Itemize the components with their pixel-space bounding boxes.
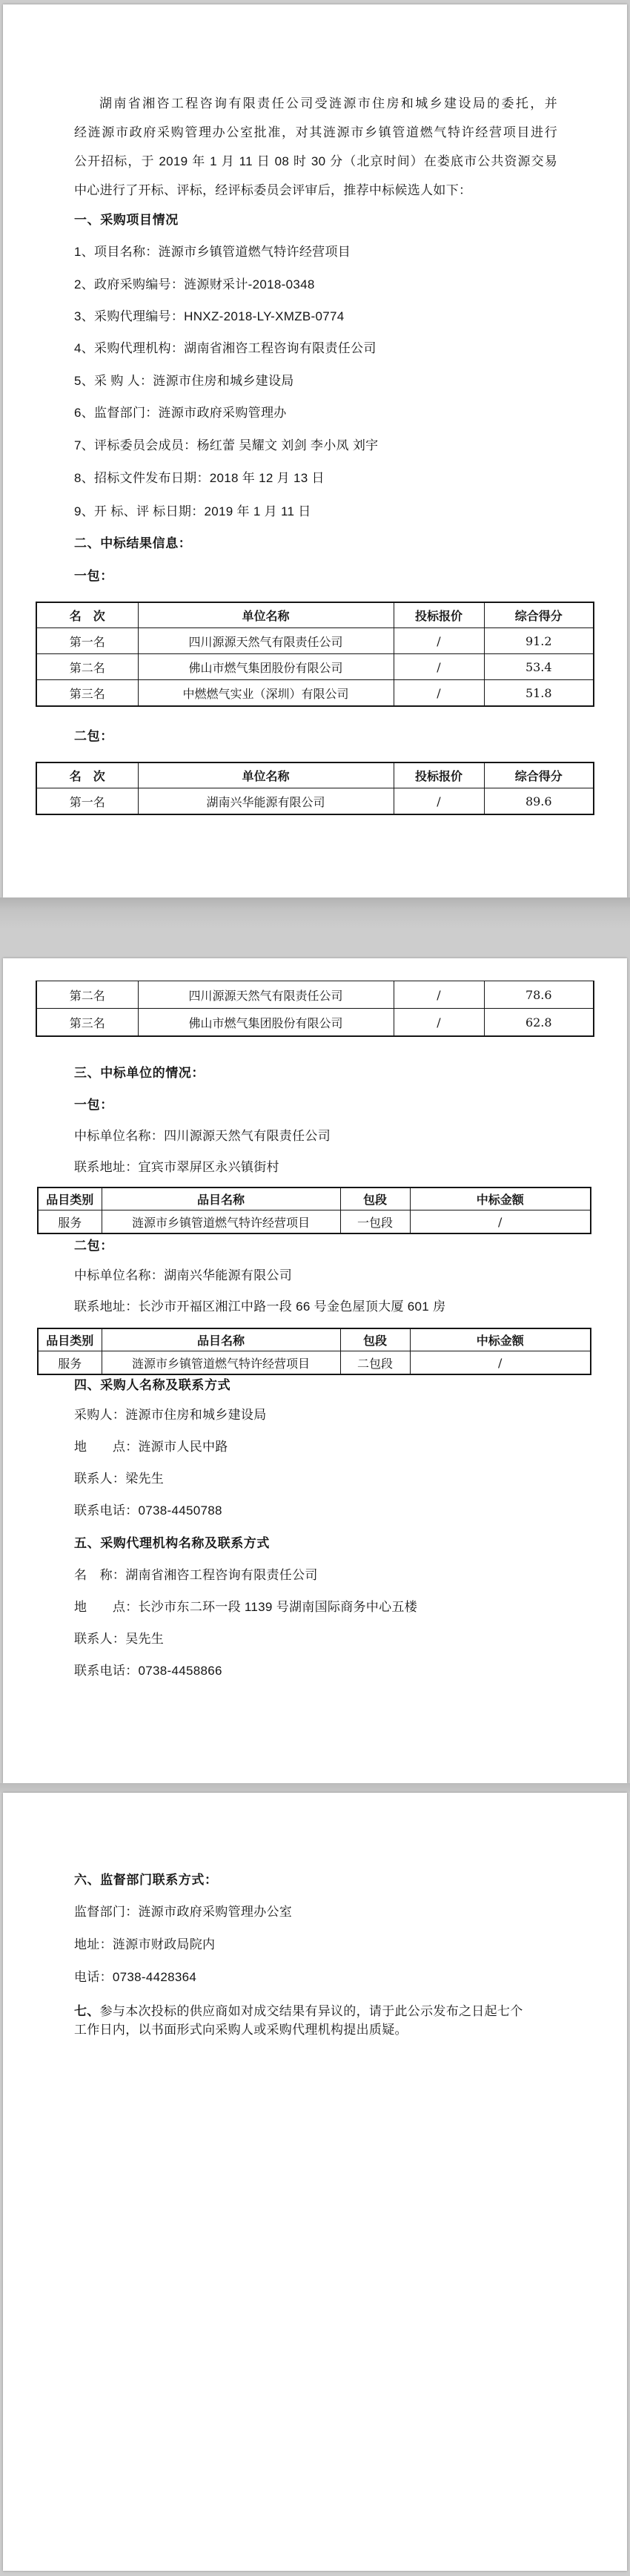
winner-2-address: 联系地址：长沙市开福区湘江中路一段 66 号金色屋顶大厦 601 房 <box>74 1299 446 1314</box>
table-row: 第三名 中燃燃气实业（深圳）有限公司 / 51.8 <box>36 680 594 707</box>
section-5-heading: 五、采购代理机构名称及联系方式 <box>74 1536 270 1550</box>
section-7-line-2: 工作日内，以书面形式向采购人或采购代理机构提出质疑。 <box>74 2023 408 2037</box>
intro-line: 公开招标，于 2019 年 1 月 11 日 08 时 30 分（北京时间）在娄底市公共资源交易 <box>74 154 557 168</box>
col-bid-price: 投标报价 <box>394 762 484 788</box>
table-row: 第二名 四川源源天然气有限责任公司 / 78.6 <box>36 981 594 1009</box>
supervisor-dept-line: 监督部门：涟源市政府采购管理办公室 <box>74 1905 293 1919</box>
col-score: 综合得分 <box>484 602 594 628</box>
package-2-label: 二包： <box>74 1239 113 1253</box>
agency-name-line: 名 称：湖南省湘咨工程咨询有限责任公司 <box>74 1568 318 1582</box>
col-award-amount: 中标金额 <box>410 1328 591 1351</box>
buyer-name: 5、采 购 人：涟源市住房和城乡建设局 <box>74 374 294 388</box>
agency-contact-line: 联系人：吴先生 <box>74 1632 165 1646</box>
col-company: 单位名称 <box>138 762 394 788</box>
supervisor-phone-line: 电话：0738-4428364 <box>74 1970 197 1984</box>
agency-phone-line: 联系电话：0738-4458866 <box>74 1664 222 1678</box>
table-row: 第二名 佛山市燃气集团股份有限公司 / 53.4 <box>36 654 594 680</box>
buyer-contact-line: 联系人：梁先生 <box>74 1472 165 1486</box>
winner-2-name: 中标单位名称：湖南兴华能源有限公司 <box>74 1268 293 1282</box>
table-row: 服务 涟源市乡镇管道燃气特许经营项目 一包段 / <box>38 1210 591 1234</box>
table-header-row <box>36 602 594 628</box>
col-item-category: 品目类别 <box>38 1328 102 1351</box>
table-header-row <box>38 1328 591 1351</box>
gov-procurement-no: 2、政府采购编号：涟源财采计-2018-0348 <box>74 277 315 291</box>
section-7-prefix: 七、 <box>74 2004 100 2018</box>
table-row: 第一名 湖南兴华能源有限公司 / 89.6 <box>36 788 594 815</box>
intro-line: 湖南省湘咨工程咨询有限责任公司受涟源市住房和城乡建设局的委托，并 <box>99 96 557 111</box>
section-7-text: 参与本次投标的供应商如对成交结果有异议的，请于此公示发布之日起七个 <box>99 2004 523 2018</box>
buyer-location-line: 地 点：涟源市人民中路 <box>74 1440 228 1454</box>
committee-members: 7、评标委员会成员：杨红蕾 吴耀文 刘剑 李小凤 刘宇 <box>74 438 379 452</box>
table-header-row <box>36 762 594 788</box>
col-package: 包段 <box>340 1328 410 1351</box>
section-3-heading: 三、中标单位的情况： <box>74 1066 205 1080</box>
buyer-name-line: 采购人：涟源市住房和城乡建设局 <box>74 1408 267 1422</box>
section-1-heading: 一、采购项目情况 <box>74 213 179 227</box>
col-item-name: 品目名称 <box>102 1187 340 1210</box>
table-row: 第三名 佛山市燃气集团股份有限公司 / 62.8 <box>36 1009 594 1037</box>
page-gap <box>0 1783 630 1793</box>
table-row: 第一名 四川源源天然气有限责任公司 / 91.2 <box>36 628 594 654</box>
section-7-line-1 <box>74 2003 523 2020</box>
col-item-category: 品目类别 <box>38 1187 102 1210</box>
col-rank: 名 次 <box>36 762 138 788</box>
tender-publish-date: 8、招标文件发布日期：2018 年 12 月 13 日 <box>74 471 325 485</box>
intro-line: 中心进行了开标、评标，经评标委员会评审后，推荐中标候选人如下： <box>74 183 472 197</box>
intro-line: 经涟源市政府采购管理办公室批准，对其涟源市乡镇管道燃气特许经营项目进行 <box>74 125 557 139</box>
table-row: 服务 涟源市乡镇管道燃气特许经营项目 二包段 / <box>38 1351 591 1375</box>
page-gap <box>0 897 630 958</box>
col-package: 包段 <box>340 1187 410 1210</box>
col-company: 单位名称 <box>138 602 394 628</box>
package-1-label: 一包： <box>74 1098 113 1112</box>
bid-opening-date: 9、开 标、评 标日期：2019 年 1 月 11 日 <box>74 504 311 518</box>
item-table-package1 <box>37 1187 591 1234</box>
agency-name: 4、采购代理机构：湖南省湘咨工程咨询有限责任公司 <box>74 341 377 355</box>
supervisor-dept: 6、监督部门：涟源市政府采购管理办 <box>74 406 287 420</box>
col-rank: 名 次 <box>36 602 138 628</box>
section-4-heading: 四、采购人名称及联系方式 <box>74 1378 231 1392</box>
winner-1-name: 中标单位名称：四川源源天然气有限责任公司 <box>74 1129 331 1143</box>
page-1 <box>3 4 627 897</box>
item-table-package2 <box>37 1328 591 1375</box>
result-table-package2-continued <box>36 981 594 1037</box>
table-header-row <box>38 1187 591 1210</box>
agency-no: 3、采购代理编号：HNXZ-2018-LY-XMZB-0774 <box>74 309 345 323</box>
project-name: 1、项目名称：涟源市乡镇管道燃气特许经营项目 <box>74 245 351 259</box>
col-award-amount: 中标金额 <box>410 1187 591 1210</box>
col-bid-price: 投标报价 <box>394 602 484 628</box>
package-2-label: 二包： <box>74 729 113 743</box>
package-1-label: 一包： <box>74 569 113 583</box>
winner-1-address: 联系地址：宜宾市翠屏区永兴镇街村 <box>74 1160 279 1174</box>
page-2 <box>3 958 627 1783</box>
section-6-heading: 六、监督部门联系方式： <box>74 1873 218 1887</box>
page-3 <box>3 1793 627 2571</box>
buyer-phone-line: 联系电话：0738-4450788 <box>74 1503 222 1518</box>
agency-location-line: 地 点：长沙市东二环一段 1139 号湖南国际商务中心五楼 <box>74 1600 418 1614</box>
result-table-package2 <box>36 762 594 815</box>
result-table-package1 <box>36 602 594 707</box>
col-score: 综合得分 <box>484 762 594 788</box>
section-2-heading: 二、中标结果信息： <box>74 536 192 550</box>
col-item-name: 品目名称 <box>102 1328 340 1351</box>
supervisor-address-line: 地址：涟源市财政局院内 <box>74 1937 216 1951</box>
